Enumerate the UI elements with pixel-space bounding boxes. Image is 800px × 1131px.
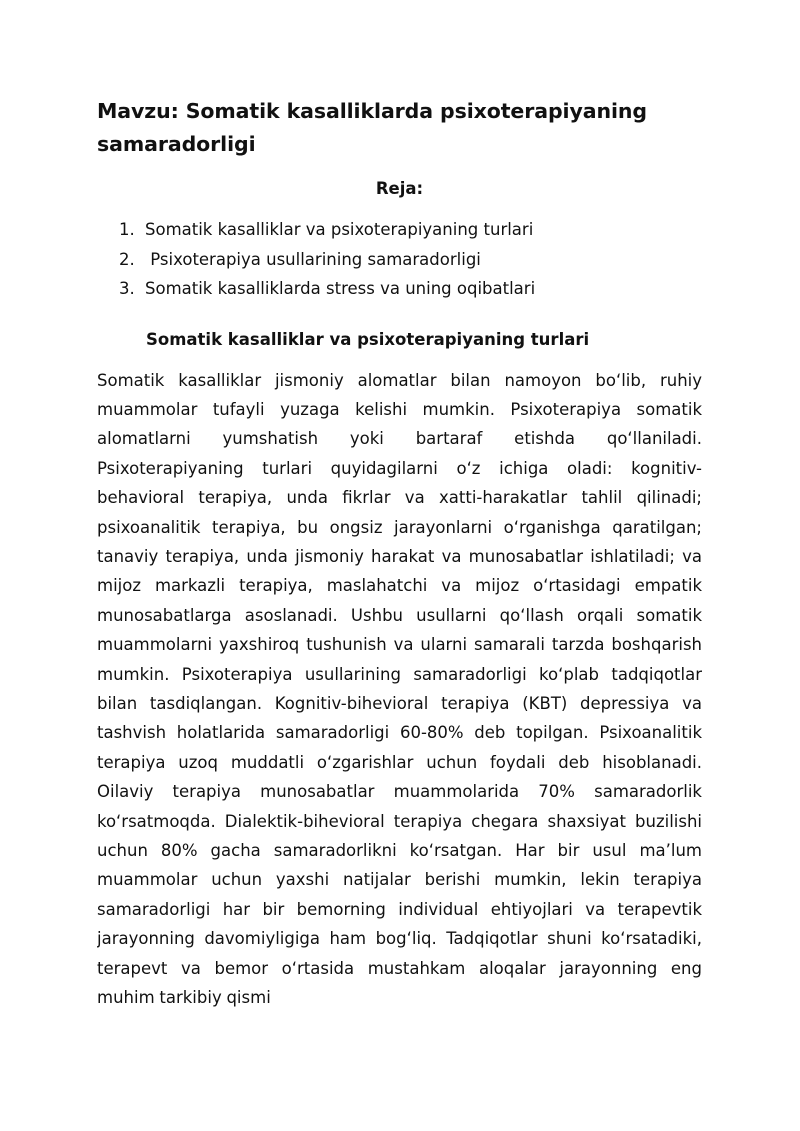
plan-item (119, 215, 702, 245)
plan-item-number: 3. (119, 279, 135, 298)
section-heading: Somatik kasalliklar va psixoterapiyaning turlari (146, 329, 590, 349)
plan-item-number: 1. (119, 220, 135, 239)
plan-item-number: 2. (119, 249, 135, 269)
body-paragraph: Somatik kasalliklar jismoniy alomatlar bilan namoyon bo‘lib, ruhiy muammolar tufayli yuzaga kelishi mumkin. Psixoterapiya somatik alomatlarni yumshatish yoki bartaraf etishda qo‘llaniladi. Psixoterapiyaning turlari quyidagilarni o‘z ichiga oladi: kognitiv-behavioral terapiya, unda fikrlar va xatti-harakatlar tahlil qilinadi; psixoanalitik terapiya, bu ongsiz jarayonlarni o‘rganishga qaratilgan; tanaviy terapiya, unda jismoniy harakat va munosabatlar ishlatiladi; va mijoz markazli terapiya, maslahatchi va mijoz o‘rtasidagi empatik munosabatlarga asoslanadi. Ushbu usullarni qo‘llash orqali somatik muammolarni yaxshiroq tushunish va ularni samarali tarzda boshqarish mumkin. Psixoterapiya usullarining samaradorligi ko‘plab tadqiqotlar bilan tasdiqlangan. Kognitiv-bihevioral terapiya (KBT) depressiya va tashvish holatlarida samaradorligi 60-80% deb topilgan. Psixoanalitik terapiya uzoq muddatli o‘zgarishlar uchun foydali deb hisoblanadi. Oilaviy terapiya munosabatlar muammolarida 70% samaradorlik ko‘rsatmoqda. Dialektik-bihevioral terapiya chegara shaxsiyat buzilishi uchun 80% gacha samaradorlikni ko‘rsatgan. Har bir usul ma’lum muammolar uchun yaxshi natijalar berishi mumkin, lekin terapiya samaradorligi har bir bemorning individual ehtiyojlari va terapevtik jarayonning davomiyligiga ham bog‘liq. Tadqiqotlar shuni ko‘rsatadiki, terapevt va bemor o‘rtasida mustahkam aloqalar jarayonning eng muhim tarkibiy qismi (97, 370, 702, 1008)
plan-item-text: Somatik kasalliklar va psixoterapiyaning turlari (145, 220, 534, 239)
plan-item-text: Somatik kasalliklarda stress va uning oqibatlari (145, 279, 536, 298)
plan-heading: Reja: (375, 179, 424, 198)
document-page (97, 95, 702, 1026)
plan-list (97, 215, 702, 304)
plan-item (119, 245, 702, 275)
document-title: Mavzu: Somatik kasalliklarda psixoterapiyaning samaradorligi (97, 99, 647, 156)
plan-item (119, 274, 702, 304)
plan-item-text: Psixoterapiya usullarining samaradorligi (145, 249, 481, 269)
